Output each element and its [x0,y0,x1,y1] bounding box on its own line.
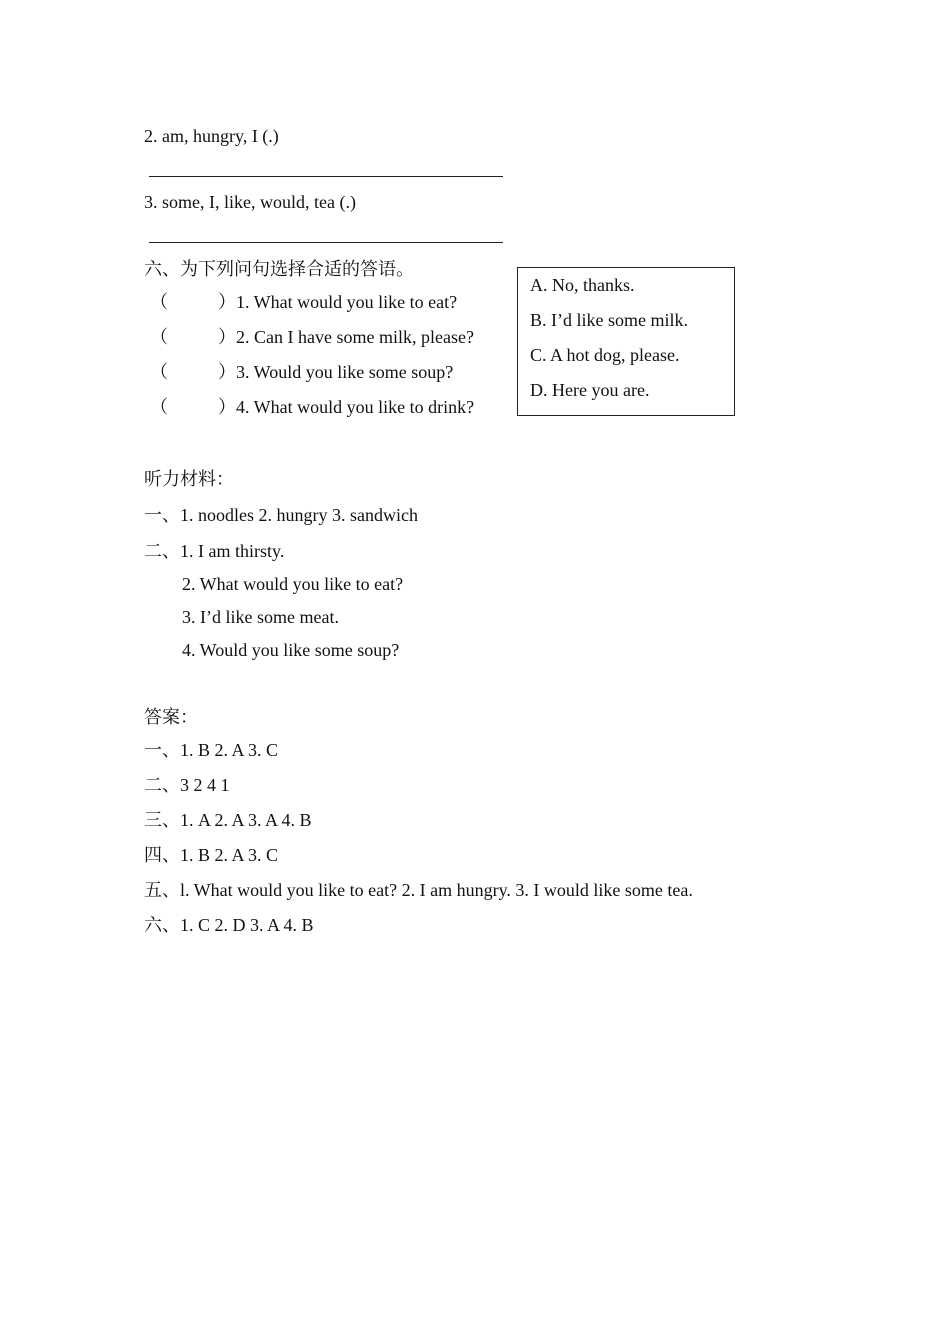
open-paren: （ [150,292,168,312]
answer-options-box [517,267,735,416]
answer-line: 二、3 2 4 1 [144,775,230,795]
option-d: D. Here you are. [530,380,650,400]
option-c: C. A hot dog, please. [530,345,680,365]
open-paren: （ [150,327,168,347]
close-paren: ） [218,292,236,312]
listening-item: 3. I’d like some meat. [182,607,339,627]
question-3-text: 3. some, I, like, would, tea (.) [144,192,356,212]
question-2-text: 2. am, hungry, I (.) [144,126,279,146]
close-paren: ） [218,397,236,417]
listening-title: 听力材料： [144,469,234,489]
answer-line: 四、1. B 2. A 3. C [144,845,279,865]
matching-question-text: 2. Can I have some milk, please? [236,327,474,347]
listening-item: 2. What would you like to eat? [182,574,404,594]
answer-line: 三、1. A 2. A 3. A 4. B [144,810,312,830]
open-paren: （ [150,362,168,382]
answer-line: 一、1. B 2. A 3. C [144,740,279,760]
matching-question-1 [150,291,457,313]
close-paren: ） [218,327,236,347]
close-paren: ） [218,362,236,382]
matching-question-3 [150,361,453,383]
matching-question-text: 3. Would you like some soup? [236,362,454,382]
matching-question-text: 1. What would you like to eat? [236,292,458,312]
answers-title: 答案： [144,707,198,727]
matching-question-text: 4. What would you like to drink? [236,397,475,417]
option-b: B. I’d like some milk. [530,310,688,330]
listening-item: 4. Would you like some soup? [182,640,400,660]
matching-question-2 [150,326,474,348]
answer-line-2 [149,176,503,177]
answer-line: 五、l. What would you like to eat? 2. I am hungry. 3. I would like some tea. [144,880,693,900]
listening-part-1: 一、1. noodles 2. hungry 3. sandwich [144,505,418,525]
open-paren: （ [150,397,168,417]
listening-part-2: 二、1. I am thirsty. [144,541,285,561]
matching-question-4 [150,396,474,418]
section-6-title: 六、为下列问句选择合适的答语。 [144,259,414,279]
answer-line: 六、1. C 2. D 3. A 4. B [144,915,314,935]
option-a: A. No, thanks. [530,275,635,295]
answer-line-3 [149,242,503,243]
